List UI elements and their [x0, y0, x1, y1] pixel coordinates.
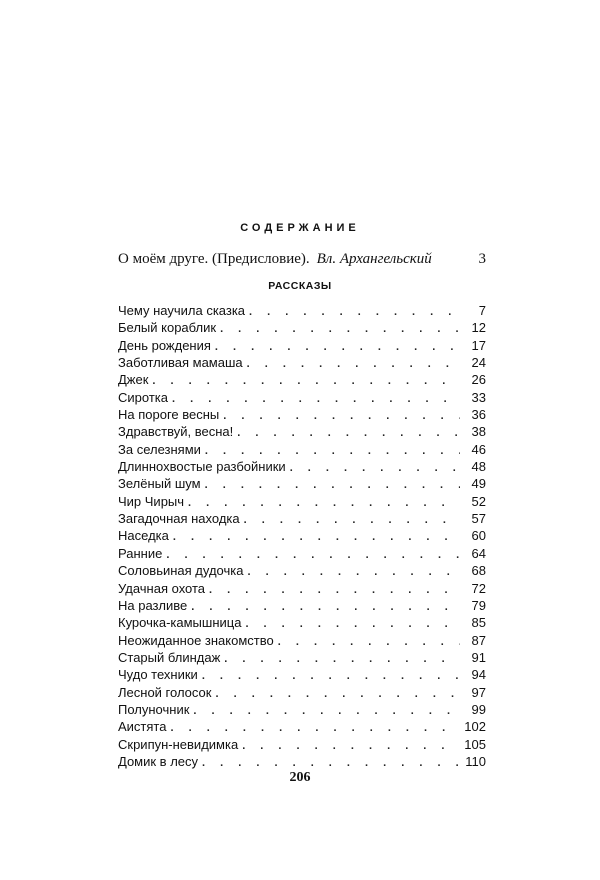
dot-leader — [244, 512, 460, 529]
toc-entry-page: 48 — [471, 459, 486, 475]
toc-entry — [118, 527, 486, 544]
preface-author: Вл. Архангельский — [316, 251, 432, 267]
toc-entry — [118, 493, 486, 510]
toc-entry-page: 26 — [471, 372, 486, 388]
toc-entry-title: За селезнями — [118, 441, 201, 457]
toc-entry — [118, 423, 486, 440]
toc-entry-page: 97 — [471, 684, 486, 700]
section-title: РАССКАЗЫ — [268, 280, 332, 292]
toc-entry-page: 68 — [471, 563, 486, 579]
toc-entry-title: Белый кораблик — [118, 320, 217, 336]
toc-entry-title: День рождения — [118, 337, 211, 353]
dot-leader — [224, 651, 460, 668]
dot-leader — [223, 408, 460, 425]
toc-entry-title: Чудо техники — [118, 667, 198, 683]
toc-entry — [118, 718, 486, 735]
toc-entry-page: 85 — [471, 615, 486, 631]
dot-leader — [247, 356, 460, 373]
dot-leader — [242, 738, 460, 755]
toc-entry-title: Наседка — [118, 528, 169, 544]
toc-entry-page: 57 — [471, 511, 486, 527]
toc-entry-page: 60 — [471, 528, 486, 544]
toc-entry-page: 110 — [465, 753, 486, 769]
toc-entry-page: 36 — [471, 407, 486, 423]
toc-entry — [118, 632, 486, 649]
dot-leader — [290, 460, 460, 477]
toc-entry-title: Здравствуй, весна! — [118, 424, 234, 440]
toc-entry-title: Лесной голосок — [118, 684, 212, 700]
toc-entry-title: Зелёный шум — [118, 476, 201, 492]
dot-leader — [215, 686, 460, 703]
dot-leader — [173, 529, 460, 546]
toc-entry — [118, 406, 486, 423]
toc-entry-title: Соловьиная дудочка — [118, 563, 244, 579]
dot-leader — [193, 703, 460, 720]
toc-entry-page: 49 — [471, 476, 486, 492]
toc-entry — [118, 302, 486, 319]
toc-entry-title: Неожиданное знакомство — [118, 632, 274, 648]
toc-entry-page: 17 — [471, 337, 486, 353]
toc-entry — [118, 597, 486, 614]
toc-entry — [118, 701, 486, 718]
dot-leader — [209, 582, 460, 599]
dot-leader — [205, 477, 460, 494]
dot-leader — [202, 668, 460, 685]
toc-entry-title: Ранние — [118, 545, 163, 561]
toc-entry-page: 79 — [471, 597, 486, 613]
toc-entry-title: Старый блиндаж — [118, 649, 221, 665]
toc-entry — [118, 354, 486, 371]
toc-entry-page: 64 — [471, 545, 486, 561]
preface-entry — [118, 251, 486, 268]
dot-leader — [220, 321, 460, 338]
toc-list — [118, 302, 486, 770]
toc-entry-page: 52 — [471, 493, 486, 509]
toc-entry — [118, 666, 486, 683]
dot-leader — [237, 425, 460, 442]
toc-entry-title: Загадочная находка — [118, 511, 240, 527]
toc-entry — [118, 458, 486, 475]
toc-entry-title: Аистята — [118, 719, 167, 735]
toc-entry-title: Курочка-камышница — [118, 615, 242, 631]
toc-entry-page: 99 — [471, 701, 486, 717]
toc-entry — [118, 562, 486, 579]
page-number: 206 — [289, 770, 311, 785]
dot-leader — [152, 373, 460, 390]
preface-page-number: 3 — [478, 251, 486, 267]
toc-entry — [118, 684, 486, 701]
toc-entry-page: 91 — [471, 649, 486, 665]
toc-entry — [118, 614, 486, 631]
toc-entry — [118, 475, 486, 492]
toc-entry — [118, 389, 486, 406]
toc-entry-title: Заботливая мамаша — [118, 355, 243, 371]
toc-entry-title: Длиннохвостые разбойники — [118, 459, 286, 475]
toc-entry — [118, 337, 486, 354]
dot-leader — [245, 616, 460, 633]
toc-entry-title: Чему научила сказка — [118, 303, 246, 318]
toc-entry — [118, 753, 486, 770]
toc-entry — [118, 736, 486, 753]
toc-entry-title: На пороге весны — [118, 407, 220, 423]
toc-entry-page: 46 — [471, 441, 486, 457]
toc-entry-page: 38 — [471, 424, 486, 440]
dot-leader — [249, 304, 460, 321]
contents-heading: СОДЕРЖАНИЕ — [240, 222, 360, 234]
toc-entry-title: Удачная охота — [118, 580, 206, 596]
dot-leader — [215, 339, 460, 356]
toc-entry-title: Скрипун-невидимка — [118, 736, 239, 752]
dot-leader — [247, 564, 460, 581]
toc-entry — [118, 545, 486, 562]
toc-entry-title: Полуночник — [118, 701, 190, 717]
toc-entry-page: 72 — [471, 580, 486, 596]
toc-entry-title: Сиротка — [118, 389, 168, 405]
toc-entry-page: 7 — [478, 303, 486, 318]
toc-entry-page: 102 — [464, 719, 486, 735]
toc-entry — [118, 580, 486, 597]
toc-entry-title: Чир Чирыч — [118, 493, 185, 509]
toc-entry — [118, 371, 486, 388]
toc-entry-page: 24 — [471, 355, 486, 371]
toc-entry — [118, 441, 486, 458]
toc-entry-page: 94 — [471, 667, 486, 683]
toc-entry — [118, 510, 486, 527]
dot-leader — [278, 634, 460, 651]
toc-entry-page: 105 — [464, 736, 486, 752]
toc-entry-title: Домик в лесу — [118, 753, 199, 769]
toc-entry-page: 87 — [471, 632, 486, 648]
toc-entry — [118, 319, 486, 336]
toc-entry-title: На разливе — [118, 597, 188, 613]
toc-entry-title: Джек — [118, 372, 149, 388]
toc-entry-page: 33 — [471, 389, 486, 405]
toc-entry-page: 12 — [471, 320, 486, 336]
toc-entry — [118, 649, 486, 666]
preface-title: О моём друге. (Предисловие). — [118, 251, 310, 267]
